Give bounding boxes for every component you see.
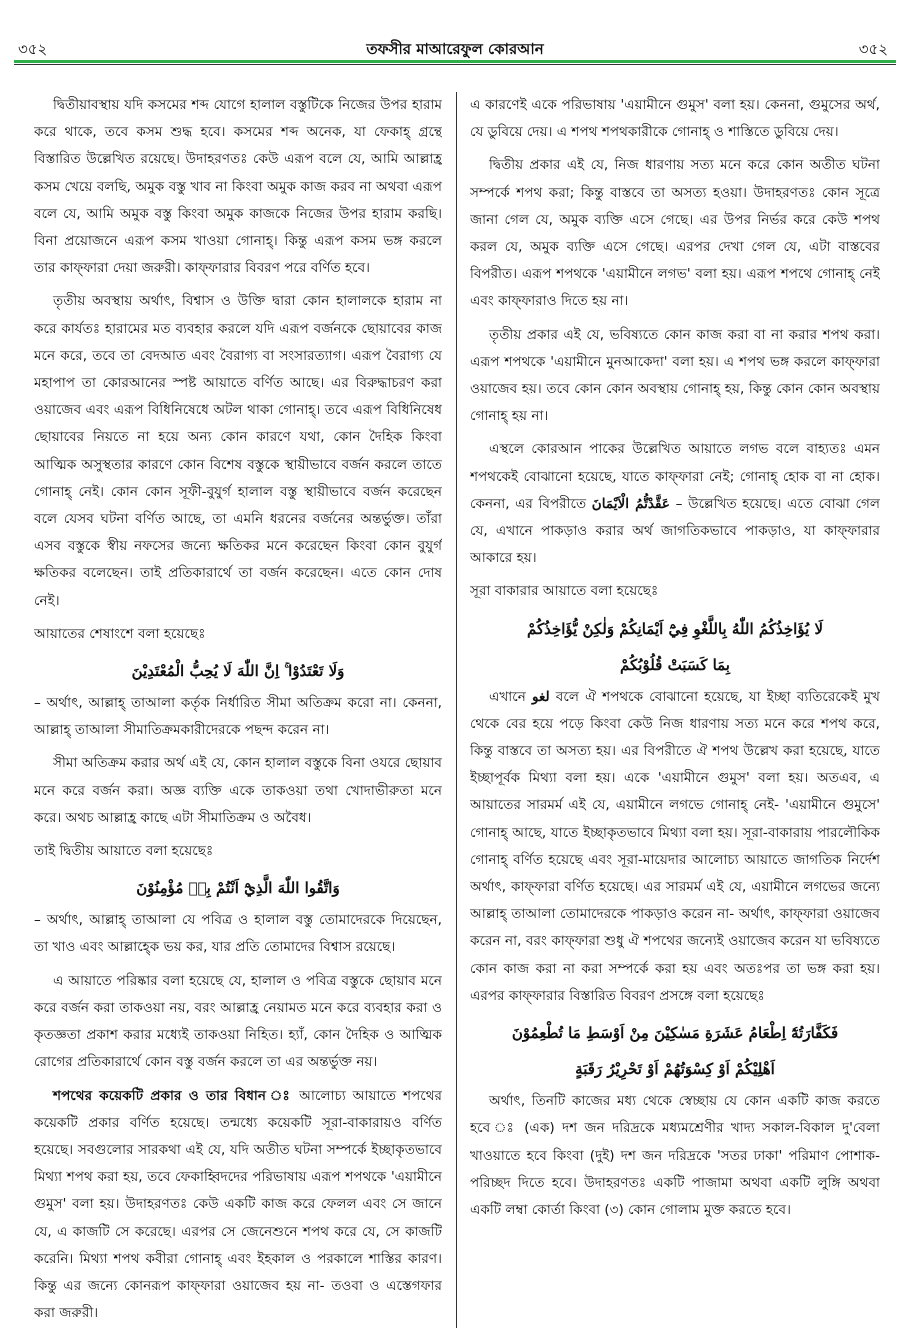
paragraph: সীমা অতিক্রম করার অর্থ এই যে, কোন হালাল বস্তুকে বিনা ওযরে ছোয়াব মনে করে বর্জন করা। অজ্ঞ ব্যক্তি একে তাকওয়া তথা খোদাভীরুতা মনে করে। অথচ আল্লাহ্র কাছে এটা সীমাতিক্রম ও অবৈধ। bbox=[34, 755, 442, 826]
arabic-verse: فَكَفَّارَتُهٗٓ اِطْعَامُ عَشَرَةِ مَسٰكِيْنَ مِنْ اَوْسَطِ مَا تُطْعِمُوْنَ bbox=[511, 1024, 839, 1043]
paragraph: এ কারণেই একে পরিভাষায় 'এয়ামীনে গুমুস' বলা হয়। কেননা, গুমুসের অর্থ, যে ডুবিয়ে দেয়। এ শপথ শপথকারীকে গোনাহ্ ও শাস্তিতে ডুবিয়ে দেয়। bbox=[470, 97, 880, 141]
header-rule-black bbox=[14, 64, 896, 65]
running-title: তফসীর মাআরেফুল কোরআন bbox=[366, 40, 544, 58]
arabic-verse: وَلَا تَعْتَدُوْا ۚ اِنَّ اللّٰهَ لَا يُحِبُّ الْمُعْتَدِيْنَ bbox=[131, 662, 345, 681]
arabic-verse: اَهْلِيْكُمْ اَوْ كِسْوَتُهُمْ اَوْ تَحْرِيْرُ رَقَبَةٍ bbox=[575, 1060, 775, 1079]
paragraph: আয়াতের শেষাংশে বলা হয়েছেঃ bbox=[34, 625, 206, 642]
header-rule-green bbox=[14, 60, 896, 63]
paragraph: এ আয়াতে পরিষ্কার বলা হয়েছে যে, হালাল ও পবিত্র বস্তুকে ছোয়াব মনে করে বর্জন করা তাকওয়া নয়, বরং আল্লাহ্র নেয়ামত মনে করে ব্যবহার করা ও কৃতজ্ঞতা প্রকাশ করার মধ্যেই তাকওয়া নিহিত। হ্যাঁ, কোন দৈহিক ও আত্মিক রোগের প্রতিকারার্থে কোন বস্তু বর্জন করলে তা এর অন্তর্ভুক্ত নয়। bbox=[34, 972, 442, 1071]
page-header bbox=[0, 0, 910, 64]
left-column bbox=[34, 92, 442, 1328]
paragraph: সূরা বাকারার আয়াতে বলা হয়েছেঃ bbox=[470, 583, 659, 600]
arabic-verse: بِمَا كَسَبَتْ قُلُوْبُكُمْ bbox=[620, 655, 730, 674]
paragraph bbox=[470, 684, 880, 1010]
arabic-verse: وَاتَّقُوا اللّٰهَ الَّذِيْٓ اَنْتُمْ بِهٖ مُؤْمِنُوْنَ bbox=[136, 879, 340, 898]
arabic-verse: لَا يُؤَاخِذُكُمُ اللّٰهُ بِاللَّغْوِ فِيْٓ اَيْمَانِكُمْ وَلٰكِنْ يُّؤَاخِذُكُمْ bbox=[526, 619, 824, 638]
paragraph: অর্থাৎ, তিনটি কাজের মধ্য থেকে স্বেচ্ছায় যে কোন একটি কাজ করতে হবে ঃ (এক) দশ জন দরিদ্রকে মধ্যমশ্রেণীর খাদ্য সকাল-বিকাল দু'বেলা খাওয়াতে হবে কিংবা (দুই) দশ জন দরিদ্রকে 'সতর ঢাকা' পরিমাণ পোশাক-পরিচ্ছদ দিতে হবে। উদাহরণতঃ একটি পাজামা অথবা একটি লুঙ্গি অথবা একটি লম্বা কোর্তা কিংবা (৩) কোন গোলাম মুক্ত করতে হবে। bbox=[470, 1093, 880, 1218]
arabic-inline: لغو bbox=[531, 688, 550, 705]
paragraph: দ্বিতীয় প্রকার এই যে, নিজ ধারণায় সত্য মনে করে কোন অতীত ঘটনা সম্পর্কে শপথ করা; কিন্তু বাস্তবে তা অসত্য হওয়া। উদাহরণতঃ কোন সূত্রে জানা গেল যে, অমুক ব্যক্তি এসে গেছে। এর উপর নির্ভর করে কেউ শপথ করল যে, অমুক ব্যক্তি এসে গেছে। এরপর দেখা গেল যে, এটা বাস্তবের বিপরীত। এরূপ শপথকে 'এয়ামীনে লগভ' বলা হয়। এরূপ শপথে গোনাহ্ নেই এবং কাফ্ফারাও দিতে হয় না। bbox=[470, 157, 880, 310]
paragraph: – অর্থাৎ, আল্লাহ্ তাআলা কর্তৃক নির্ধারিত সীমা অতিক্রম করো না। কেননা, আল্লাহ্ তাআলা সীমাতিক্রমকারীদেরকে পছন্দ করেন না। bbox=[34, 695, 442, 739]
page-number-right: ৩৫২ bbox=[858, 40, 888, 58]
paragraph bbox=[34, 1083, 442, 1328]
paragraph: তাই দ্বিতীয় আয়াতে বলা হয়েছেঃ bbox=[34, 843, 214, 860]
paragraph-text: এস্থলে কোরআন পাকের উল্লেখিত আয়াতে লগভ বলে বাহ্যতঃ এমন শপথকেই বোঝানো হয়েছে, যাতে কাফ্ফারা নেই; গোনাহ্ হোক বা না হোক। কেননা, এর বিপরীতে bbox=[470, 441, 880, 512]
arabic-inline: عَقَّدْتُّمُ الْاَيْمَانَ bbox=[591, 495, 671, 512]
paragraph: দ্বিতীয়াবস্থায় যদি কসমের শব্দ যোগে হালাল বস্তুটিকে নিজের উপর হারাম করে থাকে, তবে কসম শুদ্ধ হবে। কসমের শব্দ অনেক, যা ফেকাহ্ গ্রন্থে বিস্তারিত উল্লেখিত রয়েছে। উদাহরণতঃ কেউ এরূপ বলে যে, আমি আল্লাহ্র কসম খেয়ে বলছি, অমুক বস্তু খাব না কিংবা অমুক কাজ করব না অথবা এরূপ বলে যে, আমি অমুক বস্তু কিংবা অমুক কাজকে নিজের উপর হারাম করছি। বিনা প্রয়োজনে এরূপ কসম খাওয়া গোনাহ্। কিন্তু এরূপ কসম ভঙ্গ করলে তার কাফ্ফারা দেয়া জরুরী। কাফ্ফারার বিবরণ পরে বর্ণিত হবে। bbox=[34, 97, 442, 277]
paragraph-text: এখানে bbox=[489, 688, 532, 705]
paragraph-text: আলোচ্য আয়াতে শপথের কয়েকটি প্রকার বর্ণিত হয়েছে। তন্মধ্যে কয়েকটি সূরা-বাকারায়ও বর্ণিত হয়েছে। সবগুলোর সারকথা এই যে, যদি অতীত ঘটনা সম্পর্কে ইচ্ছাকৃতভাবে মিথ্যা শপথ করা হয়, তবে ফেকাহ্বিদদের পরিভাষায় এরূপ শপথকে 'এয়ামীনে গুমুস' বলা হয়। উদাহরণতঃ কেউ একটি কাজ করে ফেলল এবং সে জানে যে, এ কাজটি সে করেছে। এরপর সে জেনেশুনে শপথ করে যে, সে কাজটি করেনি। মিথ্যা শপথ কবীরা গোনাহ্ এবং ইহকাল ও পরকালে শাস্তির কারণ। কিন্তু এর জন্যে কোনরূপ কাফ্ফারা ওয়াজেব হয় না- তওবা ও এস্তেগফার করা জরুরী। bbox=[34, 1087, 442, 1322]
section-heading: শপথের কয়েকটি প্রকার ও তার বিধান ঃ bbox=[53, 1087, 293, 1104]
paragraph-text: বলে ঐ শপথকে বোঝানো হয়েছে, যা ইচ্ছা ব্যতিরেকেই মুখ থেকে বের হয়ে পড়ে কিংবা কেউ নিজ ধারণায় সত্য মনে করে শপথ করে, কিন্তু বাস্তবে তা অসত্য হয়। এর বিপরীতে ঐ শপথ উল্লেখ করা হয়েছে, যাতে ইচ্ছাপূর্বক মিথ্যা বলা হয়। একে 'এয়ামীনে গুমুস' বলা হয়। অতএব, এ আয়াতের সারমর্ম এই যে, এয়ামীনে লগভে গোনাহ্ নেই- 'এয়ামীনে গুমুসে' গোনাহ্ আছে, যাতে ইচ্ছাকৃতভাবে মিথ্যা বলা হয়। সূরা-বাকারায় পারলৌকিক গোনাহ্ বর্ণিত হয়েছে এবং সূরা-মায়েদার আলোচ্য আয়াতে জাগতিক নির্দেশ অর্থাৎ, কাফ্ফারা বর্ণিত হয়েছে। এর সারমর্ম এই যে, এয়ামীনে লগভের জন্যে আল্লাহ্ তাআলা তোমাদেরকে পাকড়াও করেন না- অর্থাৎ, কাফ্ফারা ওয়াজেব করেন না, বরং কাফ্ফারা শুধু ঐ শপথের জন্যেই ওয়াজেব করেন যা ভবিষ্যতে কোন কাজ করা না করা সম্পর্কে করা হয় এবং অতঃপর তা ভঙ্গ করা হয়। এরপর কাফ্ফারার বিস্তারিত বিবরণ প্রসঙ্গে বলা হয়েছেঃ bbox=[470, 688, 880, 1004]
paragraph: তৃতীয় অবস্থায় অর্থাৎ, বিশ্বাস ও উক্তি দ্বারা কোন হালালকে হারাম না করে কার্যতঃ হারামের মত ব্যবহার করলে যদি এরূপ বর্জনকে ছোয়াবের কাজ মনে করে, তবে তা বেদআত এবং বৈরাগ্য বা সংসারত্যাগ। এরূপ বৈরাগ্য যে মহাপাপ তা কোরআনের স্পষ্ট আয়াতে বর্ণিত আছে। এর বিরুদ্ধাচরণ করা ওয়াজেব এবং এরূপ বিধিনিষেধে অটল থাকা গোনাহ্। তবে এরূপ বিধিনিষেধ ছোয়াবের নিয়তে না হয়ে অন্য কোন কারণে যথা, কোন দৈহিক কিংবা আত্মিক অসুস্থতার কারণে কোন বিশেষ বস্তুকে স্থায়ীভাবে বর্জন করলে তাতে গোনাহ্ নেই। কোন কোন সূফী-বুযুর্গ হালাল বস্তু স্থায়ীভাবে বর্জন করেছেন বলে যেসব ঘটনা বর্ণিত আছে, তা এমনি ধরনের বর্জনের অন্তর্ভুক্ত। তাঁরা এসব বস্তুকে স্বীয় নফসের জন্যে ক্ষতিকর মনে করেছেন কিংবা কোন বুযুর্গ ক্ষতিকর বলেছেন। তাই প্রতিকারার্থে তা বর্জন করেছেন। এতে কোন দোষ নেই। bbox=[34, 293, 442, 609]
page-number-left: ৩৫২ bbox=[18, 40, 48, 58]
paragraph: তৃতীয় প্রকার এই যে, ভবিষ্যতে কোন কাজ করা বা না করার শপথ করা। এরূপ শপথকে 'এয়ামীনে মুনআকেদা' বলা হয়। এ শপথ ভঙ্গ করলে কাফ্ফারা ওয়াজেব হয়। তবে কোন কোন অবস্থায় গোনাহ্ হয়, কিন্তু কোন কোন অবস্থায় গোনাহ্ হয় না। bbox=[470, 326, 880, 425]
paragraph bbox=[470, 436, 880, 572]
right-column bbox=[470, 92, 880, 1328]
paragraph: – অর্থাৎ, আল্লাহ্ তাআলা যে পবিত্র ও হালাল বস্তু তোমাদেরকে দিয়েছেন, তা খাও এবং আল্লাহ্কে ভয় কর, যার প্রতি তোমাদের বিশ্বাস রয়েছে। bbox=[34, 912, 442, 956]
paragraph-text: – উল্লেখিত হয়েছে। এতে বোঝা গেল যে, এখানে পাকড়াও করার অর্থ জাগতিকভাবে পাকড়াও, যা কাফ্ফারার আকারে হয়। bbox=[470, 495, 880, 567]
column-divider bbox=[456, 92, 457, 1328]
